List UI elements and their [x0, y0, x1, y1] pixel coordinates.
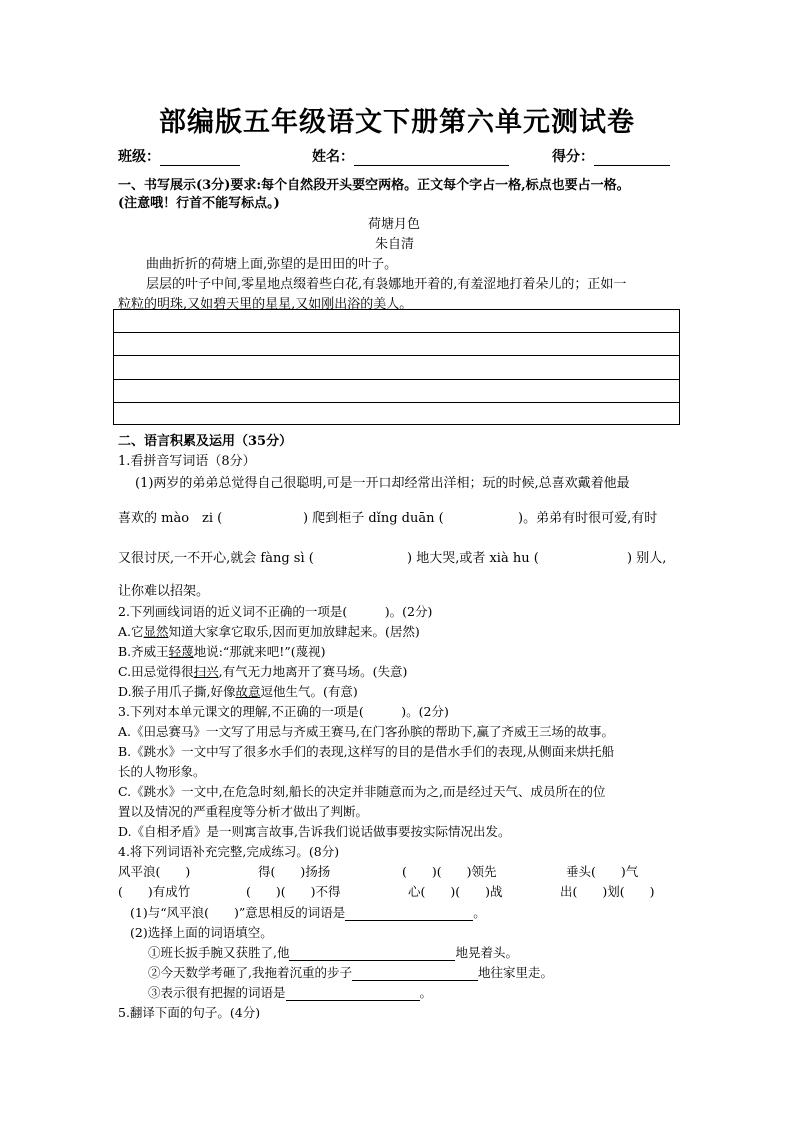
- q4-word[interactable]: 风平浪( ): [118, 864, 191, 879]
- q4-sub2-item1: [148, 943, 518, 961]
- q3-option-b-cont: 长的人物形象。: [118, 764, 206, 779]
- q1-line3c: ) 别人,: [627, 551, 667, 566]
- q2-d-post: 逗他生气。(有意): [260, 684, 358, 699]
- q4-word[interactable]: 出( )划( ): [560, 884, 655, 899]
- writing-row[interactable]: [114, 403, 679, 426]
- q2-a-post: 知道大家拿它取乐,因而更加放肆起来。(居然): [168, 624, 420, 639]
- part1-heading: 一、书写展示(3分)要求:每个自然段开头要空两格。正文每个字占一格,标点也要占一格。: [118, 178, 630, 193]
- q2-b-pre: B.齐威王: [118, 644, 169, 659]
- poem-title: 荷塘月色: [368, 217, 421, 232]
- q2-b-post: 地说:“那就来吧!”(蔑视): [193, 644, 326, 659]
- score-blank[interactable]: [594, 151, 670, 166]
- q4-sub1-blank[interactable]: [345, 907, 473, 921]
- writing-grid[interactable]: [113, 309, 680, 425]
- q3-title: 3.下列对本单元课文的理解,不正确的一项是( )。(2分): [118, 704, 449, 719]
- q4-sub1: [130, 903, 486, 921]
- q4-word[interactable]: ( )( )领先: [402, 864, 497, 879]
- q1-line2c: )。弟弟有时很可爱,有时: [518, 511, 658, 526]
- q4-sub2-item3-blank[interactable]: [286, 987, 420, 1001]
- name-label: 姓名：: [312, 149, 354, 165]
- q4-sub2-item3-text: ③表示很有把握的词语是: [148, 985, 286, 1000]
- q2-c-post: ,有气无力地离开了赛马场。(失意): [218, 664, 408, 679]
- q1-line1: (1)两岁的弟弟总觉得自己很聪明,可是一开口却经常出洋相；玩的时候,总喜欢戴着他最: [135, 476, 630, 491]
- q1-line4: 让你难以招架。: [118, 584, 210, 599]
- q2-title: 2.下列画线词语的近义词不正确的一项是( )。(2分): [118, 604, 433, 619]
- writing-row[interactable]: [114, 380, 679, 403]
- poem-author: 朱自清: [375, 237, 415, 252]
- name-blank[interactable]: [354, 151, 509, 166]
- q4-sub2-item3: [148, 983, 432, 1001]
- q2-option-c[interactable]: [118, 662, 407, 680]
- poem-para1: 曲曲折折的荷塘上面,弥望的是田田的叶子。: [146, 257, 398, 272]
- q5-title: 5.翻译下面的句子。(4分): [118, 1005, 261, 1020]
- writing-row[interactable]: [114, 333, 679, 356]
- q4-sub1-end: 。: [473, 905, 486, 920]
- q4-sub2: (2)选择上面的词语填空。: [130, 925, 273, 940]
- q2-c-pre: C.田忌觉得很: [118, 664, 194, 679]
- q4-sub2-item1-text: ①班长扳手腕又获胜了,他: [148, 945, 290, 960]
- q2-a-pre: A.它: [118, 624, 144, 639]
- poem-para2-line1: 层层的叶子中间,零星地点缀着些白花,有袅娜地开着的,有羞涩地打着朵儿的；正如一: [146, 277, 627, 292]
- q4-sub2-item2-text: ②今天数学考砸了,我拖着沉重的步子: [148, 965, 352, 980]
- q1-line2b: ) 爬到柜子 dǐng duān (: [303, 511, 444, 526]
- part1-note: (注意哦！行首不能写标点。): [118, 196, 280, 211]
- q1-line2a: 喜欢的 mào zi (: [118, 511, 223, 526]
- q2-option-b[interactable]: [118, 642, 325, 660]
- q4-word[interactable]: ( )有成竹: [118, 884, 191, 899]
- q2-option-a[interactable]: [118, 622, 420, 640]
- q4-sub1-text: (1)与“风平浪( )”意思相反的词语是: [130, 905, 346, 920]
- q4-word[interactable]: 得( )扬扬: [258, 864, 331, 879]
- q4-sub2-item1-end: 地晃着头。: [455, 945, 518, 960]
- score-field: [552, 146, 670, 166]
- q2-c-underlined: 扫兴: [193, 664, 219, 679]
- q2-d-pre: D.猴子用爪子撕,好像: [118, 684, 236, 699]
- q4-word[interactable]: 心( )( )战: [408, 884, 503, 899]
- q3-option-c[interactable]: C.《跳水》一文中,在危急时刻,船长的决定并非随意而为之,而是经过天气、成员所在的位: [118, 784, 606, 799]
- q4-sub2-item2-end: 地往家里走。: [477, 965, 553, 980]
- q4-title: 4.将下列词语补充完整,完成练习。(8分): [118, 844, 340, 859]
- q4-sub2-item3-end: 。: [419, 985, 433, 1000]
- q3-option-b[interactable]: B.《跳水》一文中写了很多水手们的表现,这样写的目的是借水手们的表现,从侧面来烘托船: [118, 744, 615, 759]
- name-field: [312, 146, 509, 166]
- q3-option-d[interactable]: D.《自相矛盾》是一则寓言故事,告诉我们说话做事要按实际情况出发。: [118, 824, 511, 839]
- poem-para2-line2: 粒粒的明珠,又如碧天里的星星,又如刚出浴的美人。: [118, 297, 413, 312]
- q4-sub2-item2-blank[interactable]: [352, 967, 478, 981]
- writing-row[interactable]: [114, 310, 679, 333]
- writing-row[interactable]: [114, 356, 679, 379]
- q4-word[interactable]: 垂头( )气: [566, 864, 639, 879]
- part2-heading: 二、语言积累及运用（35分）: [118, 434, 293, 449]
- q1-line3b: ) 地大哭,或者 xià hu (: [407, 551, 539, 566]
- q3-option-a[interactable]: A.《田忌赛马》一文写了用忌与齐威王赛马,在门客孙膑的帮助下,赢了齐威王三场的故事。: [118, 724, 614, 739]
- q2-b-underlined: 轻蔑: [168, 644, 194, 659]
- q3-option-c-cont: 置以及情况的严重程度等分析才做出了判断。: [118, 804, 369, 819]
- q4-sub2-item2: [148, 963, 553, 981]
- q4-sub2-item1-blank[interactable]: [289, 947, 455, 961]
- class-field: [118, 146, 240, 166]
- class-label: 班级：: [118, 149, 160, 165]
- q2-option-d[interactable]: [118, 682, 358, 700]
- score-label: 得分：: [552, 149, 594, 165]
- q2-d-underlined: 故意: [235, 684, 261, 699]
- q4-word[interactable]: ( )( )不得: [246, 884, 341, 899]
- q1-title: 1.看拼音写词语（8分）: [118, 454, 256, 469]
- class-blank[interactable]: [160, 151, 240, 166]
- q2-a-underlined: 显然: [143, 624, 169, 639]
- q1-line3a: 又很讨厌,一不开心,就会 fàng sì (: [118, 551, 314, 566]
- page-title: 部编版五年级语文下册第六单元测试卷: [159, 107, 635, 138]
